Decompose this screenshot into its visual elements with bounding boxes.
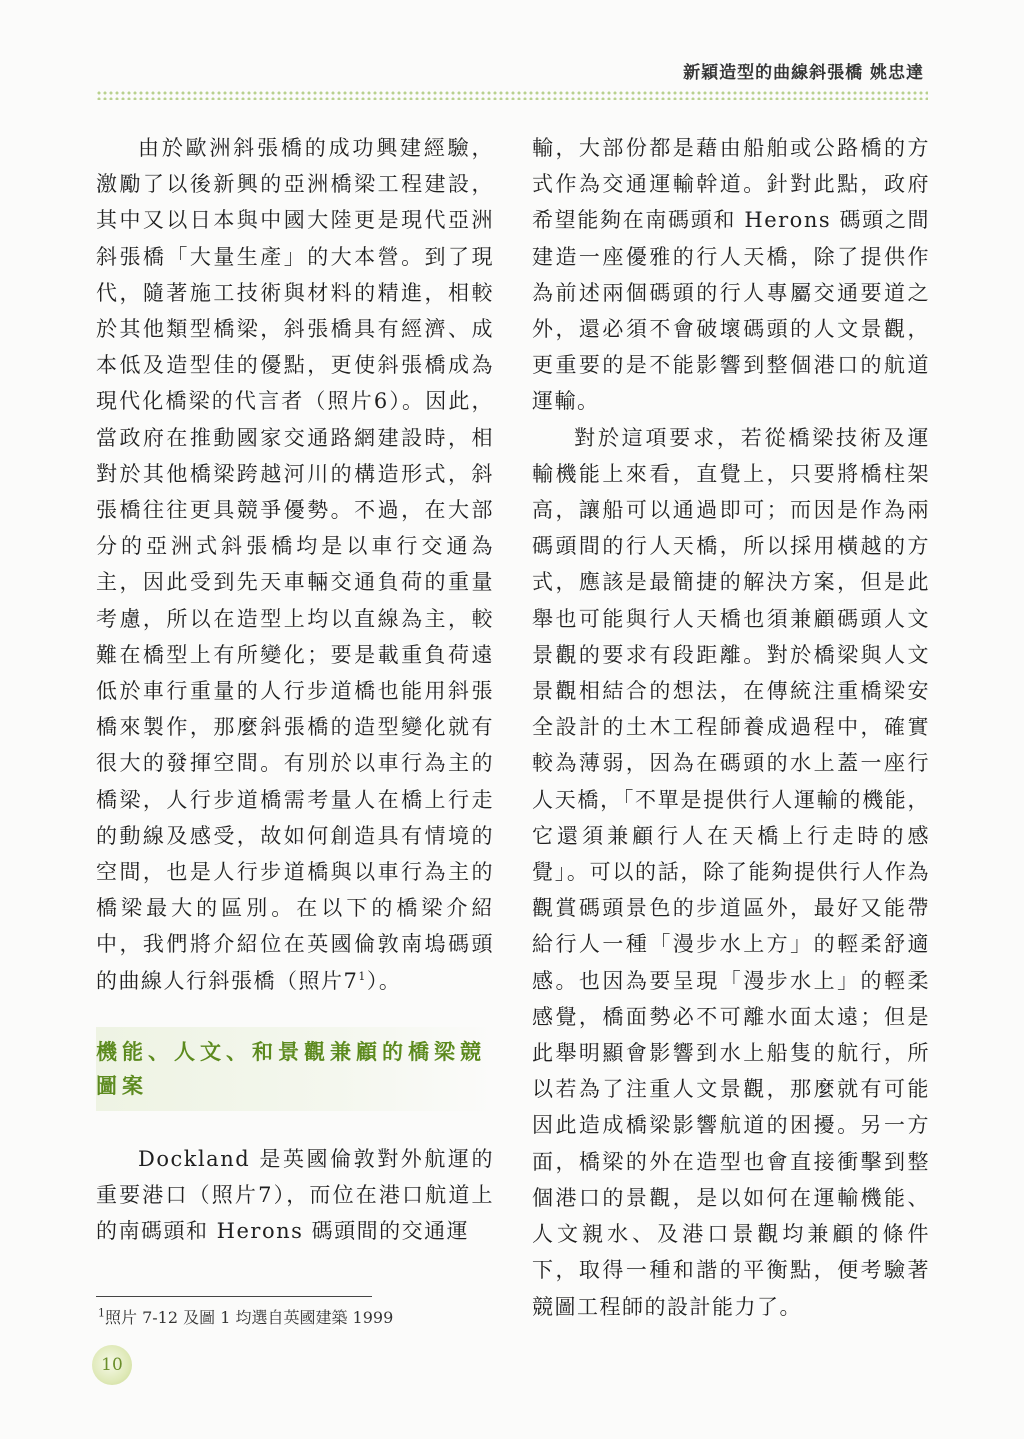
running-header-title: 新穎造型的曲線斜張橋 姚忠達	[683, 63, 924, 83]
section-heading: 機能、人文、和景觀兼顧的橋梁競圖案	[96, 1027, 494, 1111]
page-number-badge: 10	[92, 1345, 132, 1385]
body-paragraph	[96, 130, 494, 999]
left-column	[96, 130, 494, 1249]
footnote	[98, 1305, 393, 1328]
header-dotted-rule	[96, 90, 928, 100]
footnote-rule	[96, 1296, 372, 1297]
footnote-marker: 1	[98, 1306, 105, 1320]
body-paragraph: Dockland 是英國倫敦對外航運的重要港口（照片7），而位在港口航道上的南碼頭和 Herons 碼頭間的交通運	[96, 1146, 494, 1244]
footnote-reference: 1	[358, 969, 367, 983]
paragraph-text: 由於歐洲斜張橋的成功興建經驗，激勵了以後新興的亞洲橋梁工程建設，其中又以日本與中國大陸更是現代亞洲斜張橋「大量生產」的大本營。到了現代，隨著施工技術與材料的精進，相較於其他類型橋梁，斜張橋具有經濟、成本低及造型佳的優點，更使斜張橋成為現代化橋梁的代言者（照片6）。因此，當政府在推動國家交通路網建設時，相對於其他橋梁跨越河川的構造形式，斜張橋往往更具競爭優勢。不過，在大部分的亞洲式斜張橋均是以車行交通為主，因此受到先天車輛交通負荷的重量考慮，所以在造型上均以直線為主，較難在橋型上有所變化；要是載重負荷遠低於車行重量的人行步道橋也能用斜張橋來製作，那麼斜張橋的造型變化就有很大的發揮空間。有別於以車行為主的橋梁，人行步道橋需考量人在橋上行走的動線及感受，故如何創造具有情境的空間，也是人行步道橋與以車行為主的橋梁最大的區別。在以下的橋梁介紹中，我們將介紹位在英國倫敦南塢碼頭的曲線人行斜張橋（照片7	[96, 136, 494, 993]
body-paragraph-continued: 輸，大部份都是藉由船舶或公路橋的方式作為交通運輸幹道。針對此點，政府希望能夠在南碼頭和 Herons 碼頭之間建造一座優雅的行人天橋，除了提供作為前述兩個碼頭的行人專屬交通要道之外，還必須不會破壞碼頭的人文景觀，更重要的是不能影響到整個港口的航道運輸。	[532, 136, 930, 414]
body-paragraph: 對於這項要求，若從橋梁技術及運輸機能上來看，直覺上，只要將橋柱架高，讓船可以通過即可；而因是作為兩碼頭間的行人天橋，所以採用橫越的方式，應該是最簡捷的解決方案，但是此舉也可能與行人天橋也須兼顧碼頭人文景觀的要求有段距離。對於橋梁與人文景觀相結合的想法，在傳統注重橋梁安全設計的土木工程師養成過程中，確實較為薄弱，因為在碼頭的水上蓋一座行人天橋，「不單是提供行人運輸的機能，它還須兼顧行人在天橋上行走時的感覺」。可以的話，除了能夠提供行人作為觀賞碼頭景色的步道區外，最好又能帶給行人一種「漫步水上方」的輕柔舒適感。也因為要呈現「漫步水上」的輕柔感覺，橋面勢必不可離水面太遠；但是此舉明顯會影響到水上船隻的航行，所以若為了注重人文景觀，那麼就有可能因此造成橋梁影響航道的困擾。另一方面，橋梁的外在造型也會直接衝擊到整個港口的景觀，是以如何在運輸機能、人文親水、及港口景觀均兼顧的條件下，取得一種和諧的平衡點，便考驗著競圖工程師的設計能力了。	[532, 425, 930, 1319]
footnote-text: 照片 7-12 及圖 1 均選自英國建築 1999	[105, 1308, 394, 1327]
right-column	[532, 130, 930, 1325]
paragraph-text-end: ）。	[366, 968, 402, 993]
